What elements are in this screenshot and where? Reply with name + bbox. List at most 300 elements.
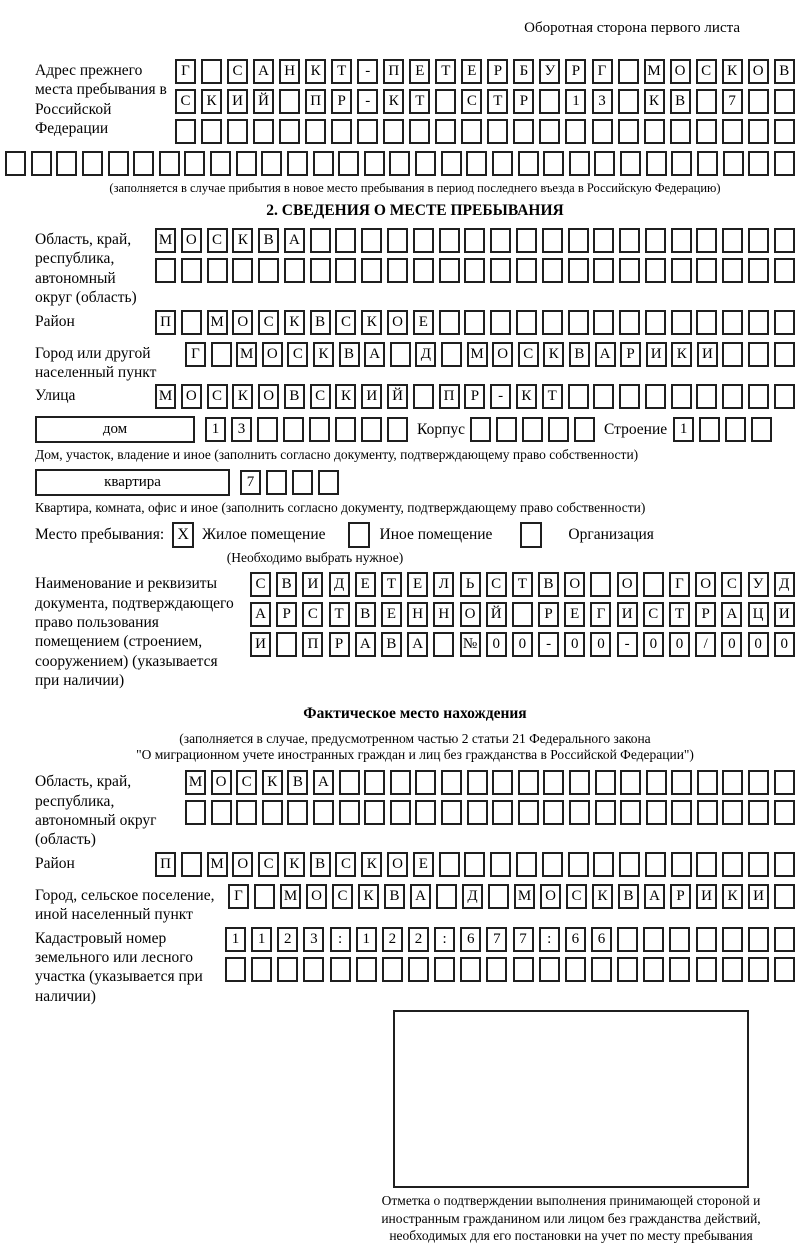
char-cell[interactable]: 1 bbox=[251, 927, 272, 952]
char-cell[interactable] bbox=[618, 119, 639, 144]
char-cell[interactable] bbox=[539, 957, 560, 982]
char-cell[interactable] bbox=[620, 800, 641, 825]
char-cell[interactable]: Г bbox=[592, 59, 613, 84]
char-cell[interactable] bbox=[774, 957, 795, 982]
char-cell[interactable]: 7 bbox=[240, 470, 261, 495]
char-cell[interactable] bbox=[620, 770, 641, 795]
char-cell[interactable] bbox=[310, 228, 331, 253]
char-cell[interactable]: В bbox=[355, 602, 376, 627]
char-cell[interactable]: С bbox=[721, 572, 742, 597]
char-cell[interactable]: В bbox=[381, 632, 402, 657]
char-cell[interactable]: 0 bbox=[590, 632, 611, 657]
char-cell[interactable] bbox=[232, 258, 253, 283]
char-cell[interactable]: Е bbox=[413, 852, 434, 877]
char-cell[interactable]: : bbox=[539, 927, 560, 952]
char-cell[interactable]: К bbox=[592, 884, 613, 909]
char-cell[interactable] bbox=[441, 770, 462, 795]
char-cell[interactable] bbox=[774, 770, 795, 795]
char-cell[interactable] bbox=[254, 884, 275, 909]
char-cell[interactable] bbox=[284, 258, 305, 283]
char-cell[interactable] bbox=[364, 800, 385, 825]
char-cell[interactable]: С bbox=[236, 770, 257, 795]
char-cell[interactable]: Ц bbox=[748, 602, 769, 627]
char-cell[interactable] bbox=[722, 927, 743, 952]
char-cell[interactable] bbox=[155, 258, 176, 283]
char-cell[interactable] bbox=[31, 151, 52, 176]
char-cell[interactable]: Д bbox=[415, 342, 436, 367]
char-cell[interactable]: К bbox=[305, 59, 326, 84]
char-cell[interactable] bbox=[671, 770, 692, 795]
char-cell[interactable] bbox=[467, 800, 488, 825]
char-cell[interactable]: К bbox=[201, 89, 222, 114]
char-cell[interactable]: 0 bbox=[486, 632, 507, 657]
char-cell[interactable] bbox=[434, 957, 455, 982]
char-cell[interactable] bbox=[159, 151, 180, 176]
char-cell[interactable] bbox=[253, 119, 274, 144]
char-cell[interactable] bbox=[697, 800, 718, 825]
char-cell[interactable] bbox=[568, 228, 589, 253]
char-cell[interactable]: Е bbox=[461, 59, 482, 84]
char-cell[interactable] bbox=[387, 258, 408, 283]
char-cell[interactable] bbox=[774, 258, 795, 283]
char-cell[interactable] bbox=[751, 417, 772, 442]
char-cell[interactable] bbox=[287, 151, 308, 176]
char-cell[interactable] bbox=[516, 310, 537, 335]
char-cell[interactable] bbox=[492, 800, 513, 825]
char-cell[interactable] bbox=[364, 770, 385, 795]
char-cell[interactable]: С bbox=[332, 884, 353, 909]
char-cell[interactable] bbox=[415, 800, 436, 825]
char-cell[interactable]: П bbox=[155, 852, 176, 877]
char-cell[interactable]: Т bbox=[381, 572, 402, 597]
char-cell[interactable]: М bbox=[514, 884, 535, 909]
char-cell[interactable]: М bbox=[280, 884, 301, 909]
char-cell[interactable]: О bbox=[262, 342, 283, 367]
char-cell[interactable]: О bbox=[258, 384, 279, 409]
char-cell[interactable] bbox=[512, 602, 533, 627]
char-cell[interactable]: О bbox=[670, 59, 691, 84]
char-cell[interactable]: О bbox=[492, 342, 513, 367]
char-cell[interactable] bbox=[201, 59, 222, 84]
char-cell[interactable] bbox=[669, 957, 690, 982]
char-cell[interactable] bbox=[774, 342, 795, 367]
char-cell[interactable] bbox=[645, 384, 666, 409]
char-cell[interactable]: А bbox=[253, 59, 274, 84]
char-cell[interactable] bbox=[330, 957, 351, 982]
char-cell[interactable]: 7 bbox=[486, 927, 507, 952]
char-cell[interactable]: А bbox=[644, 884, 665, 909]
char-cell[interactable]: Е bbox=[407, 572, 428, 597]
char-cell[interactable]: В bbox=[258, 228, 279, 253]
char-cell[interactable]: Г bbox=[228, 884, 249, 909]
char-cell[interactable] bbox=[313, 800, 334, 825]
char-cell[interactable] bbox=[774, 884, 795, 909]
char-cell[interactable]: 6 bbox=[565, 927, 586, 952]
char-cell[interactable] bbox=[748, 310, 769, 335]
char-cell[interactable]: М bbox=[236, 342, 257, 367]
char-cell[interactable]: - bbox=[617, 632, 638, 657]
char-cell[interactable]: В bbox=[538, 572, 559, 597]
char-cell[interactable] bbox=[390, 800, 411, 825]
stay-option-organization-checkbox[interactable] bbox=[520, 522, 542, 548]
char-cell[interactable] bbox=[569, 770, 590, 795]
char-cell[interactable] bbox=[488, 884, 509, 909]
char-cell[interactable] bbox=[568, 852, 589, 877]
char-cell[interactable]: С bbox=[335, 310, 356, 335]
char-cell[interactable] bbox=[387, 228, 408, 253]
char-cell[interactable] bbox=[108, 151, 129, 176]
char-cell[interactable]: К bbox=[722, 59, 743, 84]
char-cell[interactable] bbox=[696, 119, 717, 144]
char-cell[interactable]: О bbox=[232, 310, 253, 335]
char-cell[interactable]: С bbox=[335, 852, 356, 877]
char-cell[interactable]: Т bbox=[329, 602, 350, 627]
char-cell[interactable]: Е bbox=[355, 572, 376, 597]
char-cell[interactable]: Р bbox=[695, 602, 716, 627]
char-cell[interactable] bbox=[279, 89, 300, 114]
char-cell[interactable]: 3 bbox=[231, 417, 252, 442]
stay-option-other-checkbox[interactable] bbox=[348, 522, 370, 548]
char-cell[interactable] bbox=[492, 151, 513, 176]
char-cell[interactable]: Т bbox=[331, 59, 352, 84]
char-cell[interactable] bbox=[356, 957, 377, 982]
char-cell[interactable]: А bbox=[284, 228, 305, 253]
char-cell[interactable]: 3 bbox=[592, 89, 613, 114]
char-cell[interactable] bbox=[696, 852, 717, 877]
char-cell[interactable]: Л bbox=[433, 572, 454, 597]
char-cell[interactable] bbox=[594, 151, 615, 176]
char-cell[interactable] bbox=[774, 151, 795, 176]
char-cell[interactable]: Й bbox=[387, 384, 408, 409]
char-cell[interactable]: С bbox=[250, 572, 271, 597]
char-cell[interactable] bbox=[774, 119, 795, 144]
char-cell[interactable] bbox=[542, 310, 563, 335]
char-cell[interactable] bbox=[748, 770, 769, 795]
char-cell[interactable] bbox=[618, 59, 639, 84]
char-cell[interactable] bbox=[774, 384, 795, 409]
char-cell[interactable]: : bbox=[330, 927, 351, 952]
char-cell[interactable] bbox=[439, 228, 460, 253]
char-cell[interactable] bbox=[389, 151, 410, 176]
char-cell[interactable]: / bbox=[695, 632, 716, 657]
char-cell[interactable] bbox=[619, 852, 640, 877]
char-cell[interactable]: М bbox=[644, 59, 665, 84]
char-cell[interactable]: Т bbox=[487, 89, 508, 114]
char-cell[interactable]: Е bbox=[564, 602, 585, 627]
char-cell[interactable] bbox=[490, 258, 511, 283]
char-cell[interactable]: В bbox=[774, 59, 795, 84]
char-cell[interactable]: 0 bbox=[774, 632, 795, 657]
char-cell[interactable] bbox=[361, 417, 382, 442]
char-cell[interactable]: Р bbox=[276, 602, 297, 627]
char-cell[interactable] bbox=[408, 957, 429, 982]
char-cell[interactable]: К bbox=[232, 384, 253, 409]
char-cell[interactable] bbox=[569, 800, 590, 825]
char-cell[interactable] bbox=[513, 957, 534, 982]
char-cell[interactable]: С bbox=[207, 228, 228, 253]
char-cell[interactable] bbox=[646, 151, 667, 176]
char-cell[interactable]: С bbox=[207, 384, 228, 409]
char-cell[interactable]: 1 bbox=[673, 417, 694, 442]
char-cell[interactable] bbox=[251, 957, 272, 982]
char-cell[interactable]: Е bbox=[413, 310, 434, 335]
char-cell[interactable] bbox=[413, 384, 434, 409]
char-cell[interactable]: 1 bbox=[225, 927, 246, 952]
char-cell[interactable] bbox=[518, 800, 539, 825]
char-cell[interactable]: К bbox=[383, 89, 404, 114]
char-cell[interactable] bbox=[643, 927, 664, 952]
char-cell[interactable] bbox=[287, 800, 308, 825]
char-cell[interactable] bbox=[618, 89, 639, 114]
char-cell[interactable] bbox=[318, 470, 339, 495]
char-cell[interactable] bbox=[699, 417, 720, 442]
char-cell[interactable] bbox=[722, 310, 743, 335]
char-cell[interactable] bbox=[211, 800, 232, 825]
char-cell[interactable] bbox=[542, 852, 563, 877]
char-cell[interactable] bbox=[542, 258, 563, 283]
char-cell[interactable] bbox=[82, 151, 103, 176]
char-cell[interactable]: № bbox=[460, 632, 481, 657]
char-cell[interactable]: : bbox=[434, 927, 455, 952]
char-cell[interactable] bbox=[671, 258, 692, 283]
char-cell[interactable]: 0 bbox=[669, 632, 690, 657]
char-cell[interactable]: 0 bbox=[721, 632, 742, 657]
char-cell[interactable]: Т bbox=[512, 572, 533, 597]
char-cell[interactable]: Н bbox=[279, 59, 300, 84]
char-cell[interactable]: 3 bbox=[303, 927, 324, 952]
char-cell[interactable]: С bbox=[461, 89, 482, 114]
char-cell[interactable] bbox=[210, 151, 231, 176]
char-cell[interactable]: М bbox=[207, 310, 228, 335]
char-cell[interactable] bbox=[697, 151, 718, 176]
char-cell[interactable] bbox=[439, 852, 460, 877]
char-cell[interactable] bbox=[207, 258, 228, 283]
char-cell[interactable] bbox=[310, 258, 331, 283]
char-cell[interactable]: О bbox=[748, 59, 769, 84]
char-cell[interactable]: К bbox=[671, 342, 692, 367]
char-cell[interactable]: Б bbox=[513, 59, 534, 84]
char-cell[interactable] bbox=[696, 310, 717, 335]
char-cell[interactable] bbox=[748, 927, 769, 952]
char-cell[interactable]: К bbox=[361, 852, 382, 877]
char-cell[interactable]: О bbox=[617, 572, 638, 597]
char-cell[interactable] bbox=[464, 228, 485, 253]
char-cell[interactable]: 6 bbox=[591, 927, 612, 952]
char-cell[interactable] bbox=[670, 119, 691, 144]
char-cell[interactable]: С bbox=[258, 852, 279, 877]
char-cell[interactable] bbox=[413, 258, 434, 283]
char-cell[interactable] bbox=[390, 770, 411, 795]
char-cell[interactable] bbox=[464, 310, 485, 335]
char-cell[interactable] bbox=[339, 800, 360, 825]
char-cell[interactable] bbox=[236, 800, 257, 825]
char-cell[interactable]: Т bbox=[542, 384, 563, 409]
char-cell[interactable] bbox=[257, 417, 278, 442]
char-cell[interactable]: И bbox=[646, 342, 667, 367]
char-cell[interactable] bbox=[774, 228, 795, 253]
char-cell[interactable] bbox=[619, 310, 640, 335]
char-cell[interactable]: М bbox=[467, 342, 488, 367]
char-cell[interactable] bbox=[539, 89, 560, 114]
char-cell[interactable] bbox=[461, 119, 482, 144]
stay-option-residential-checkbox[interactable]: X bbox=[172, 522, 194, 548]
char-cell[interactable] bbox=[435, 119, 456, 144]
char-cell[interactable]: К bbox=[516, 384, 537, 409]
char-cell[interactable] bbox=[543, 800, 564, 825]
char-cell[interactable] bbox=[387, 417, 408, 442]
char-cell[interactable]: Г bbox=[175, 59, 196, 84]
char-cell[interactable]: С bbox=[227, 59, 248, 84]
char-cell[interactable]: Е bbox=[409, 59, 430, 84]
char-cell[interactable] bbox=[436, 884, 457, 909]
char-cell[interactable]: С bbox=[310, 384, 331, 409]
char-cell[interactable]: У bbox=[539, 59, 560, 84]
char-cell[interactable] bbox=[671, 384, 692, 409]
char-cell[interactable]: С bbox=[643, 602, 664, 627]
char-cell[interactable] bbox=[722, 384, 743, 409]
char-cell[interactable] bbox=[617, 957, 638, 982]
char-cell[interactable] bbox=[433, 632, 454, 657]
char-cell[interactable] bbox=[774, 927, 795, 952]
char-cell[interactable]: 2 bbox=[277, 927, 298, 952]
char-cell[interactable] bbox=[184, 151, 205, 176]
char-cell[interactable] bbox=[722, 770, 743, 795]
char-cell[interactable] bbox=[722, 342, 743, 367]
char-cell[interactable] bbox=[774, 852, 795, 877]
char-cell[interactable]: В bbox=[384, 884, 405, 909]
char-cell[interactable]: - bbox=[357, 89, 378, 114]
apartment-type-box[interactable]: квартира bbox=[35, 469, 230, 496]
char-cell[interactable]: В bbox=[287, 770, 308, 795]
char-cell[interactable]: Р bbox=[329, 632, 350, 657]
char-cell[interactable]: М bbox=[155, 384, 176, 409]
char-cell[interactable] bbox=[619, 384, 640, 409]
char-cell[interactable]: О bbox=[460, 602, 481, 627]
char-cell[interactable]: А bbox=[595, 342, 616, 367]
char-cell[interactable] bbox=[309, 417, 330, 442]
char-cell[interactable]: В bbox=[310, 852, 331, 877]
char-cell[interactable] bbox=[645, 228, 666, 253]
char-cell[interactable] bbox=[669, 927, 690, 952]
char-cell[interactable] bbox=[5, 151, 26, 176]
char-cell[interactable]: У bbox=[748, 572, 769, 597]
char-cell[interactable] bbox=[593, 852, 614, 877]
char-cell[interactable]: Е bbox=[381, 602, 402, 627]
char-cell[interactable] bbox=[593, 310, 614, 335]
char-cell[interactable] bbox=[467, 770, 488, 795]
char-cell[interactable] bbox=[439, 258, 460, 283]
char-cell[interactable] bbox=[774, 800, 795, 825]
char-cell[interactable]: И bbox=[227, 89, 248, 114]
char-cell[interactable] bbox=[592, 119, 613, 144]
char-cell[interactable] bbox=[591, 957, 612, 982]
char-cell[interactable] bbox=[279, 119, 300, 144]
char-cell[interactable] bbox=[748, 342, 769, 367]
char-cell[interactable] bbox=[409, 119, 430, 144]
char-cell[interactable] bbox=[645, 258, 666, 283]
char-cell[interactable]: Г bbox=[185, 342, 206, 367]
char-cell[interactable] bbox=[464, 258, 485, 283]
char-cell[interactable]: В bbox=[670, 89, 691, 114]
char-cell[interactable]: К bbox=[335, 384, 356, 409]
char-cell[interactable] bbox=[236, 151, 257, 176]
char-cell[interactable] bbox=[646, 800, 667, 825]
char-cell[interactable] bbox=[696, 927, 717, 952]
char-cell[interactable]: П bbox=[302, 632, 323, 657]
char-cell[interactable] bbox=[774, 89, 795, 114]
char-cell[interactable] bbox=[441, 151, 462, 176]
char-cell[interactable]: Д bbox=[462, 884, 483, 909]
char-cell[interactable] bbox=[133, 151, 154, 176]
char-cell[interactable]: А bbox=[250, 602, 271, 627]
char-cell[interactable] bbox=[590, 572, 611, 597]
char-cell[interactable] bbox=[415, 770, 436, 795]
char-cell[interactable]: Н bbox=[407, 602, 428, 627]
char-cell[interactable] bbox=[671, 151, 692, 176]
char-cell[interactable] bbox=[522, 417, 543, 442]
char-cell[interactable]: Й bbox=[253, 89, 274, 114]
char-cell[interactable]: А bbox=[721, 602, 742, 627]
char-cell[interactable] bbox=[722, 800, 743, 825]
char-cell[interactable]: Т bbox=[435, 59, 456, 84]
char-cell[interactable] bbox=[513, 119, 534, 144]
char-cell[interactable] bbox=[313, 151, 334, 176]
char-cell[interactable] bbox=[722, 852, 743, 877]
char-cell[interactable] bbox=[361, 228, 382, 253]
char-cell[interactable]: В bbox=[569, 342, 590, 367]
char-cell[interactable] bbox=[305, 119, 326, 144]
char-cell[interactable]: К bbox=[262, 770, 283, 795]
char-cell[interactable]: И bbox=[697, 342, 718, 367]
char-cell[interactable]: К bbox=[644, 89, 665, 114]
char-cell[interactable] bbox=[543, 151, 564, 176]
char-cell[interactable] bbox=[748, 258, 769, 283]
char-cell[interactable]: О bbox=[211, 770, 232, 795]
char-cell[interactable]: В bbox=[310, 310, 331, 335]
char-cell[interactable] bbox=[723, 151, 744, 176]
char-cell[interactable]: К bbox=[232, 228, 253, 253]
char-cell[interactable]: К bbox=[722, 884, 743, 909]
char-cell[interactable] bbox=[671, 228, 692, 253]
char-cell[interactable]: Т bbox=[669, 602, 690, 627]
char-cell[interactable] bbox=[671, 800, 692, 825]
char-cell[interactable]: 1 bbox=[356, 927, 377, 952]
char-cell[interactable]: С bbox=[566, 884, 587, 909]
char-cell[interactable]: Ь bbox=[460, 572, 481, 597]
char-cell[interactable] bbox=[619, 258, 640, 283]
char-cell[interactable] bbox=[487, 119, 508, 144]
char-cell[interactable]: Д bbox=[329, 572, 350, 597]
char-cell[interactable] bbox=[262, 800, 283, 825]
char-cell[interactable] bbox=[185, 800, 206, 825]
char-cell[interactable]: Р bbox=[620, 342, 641, 367]
char-cell[interactable] bbox=[516, 852, 537, 877]
char-cell[interactable]: Д bbox=[774, 572, 795, 597]
char-cell[interactable]: Г bbox=[669, 572, 690, 597]
char-cell[interactable] bbox=[390, 342, 411, 367]
char-cell[interactable] bbox=[644, 119, 665, 144]
char-cell[interactable]: К bbox=[284, 852, 305, 877]
char-cell[interactable] bbox=[696, 258, 717, 283]
char-cell[interactable] bbox=[492, 770, 513, 795]
char-cell[interactable] bbox=[722, 957, 743, 982]
char-cell[interactable] bbox=[382, 957, 403, 982]
char-cell[interactable] bbox=[748, 119, 769, 144]
char-cell[interactable] bbox=[543, 770, 564, 795]
char-cell[interactable] bbox=[361, 258, 382, 283]
char-cell[interactable] bbox=[548, 417, 569, 442]
char-cell[interactable] bbox=[276, 632, 297, 657]
